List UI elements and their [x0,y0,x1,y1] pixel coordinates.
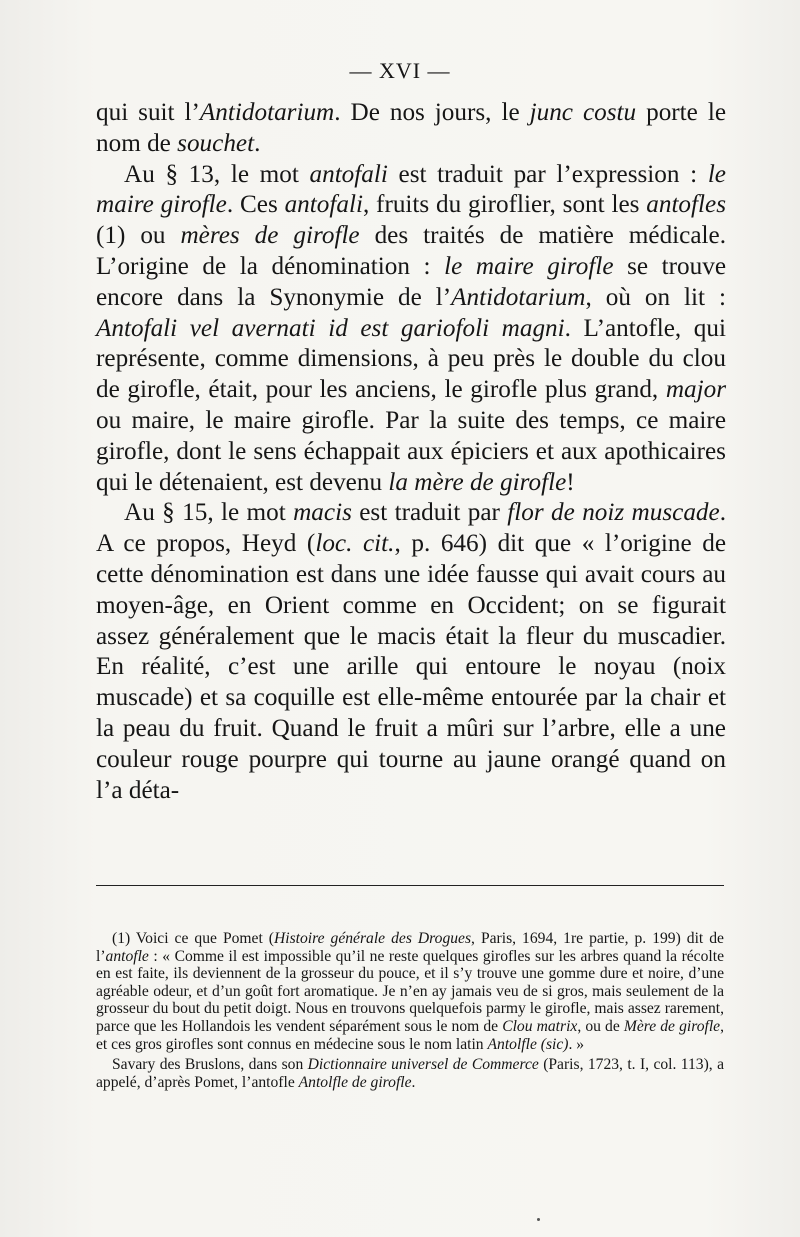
text-run: . L’antofle, qui représente, comme dimensions, à peu près le double du clou de girofle, était, pour les anciens, le girofle plus grand, [96,314,726,404]
italic-text-run: la mère de girofle [388,468,567,496]
text-run: . A ce propos, Heyd ( [96,499,726,558]
italic-text-run: antofles [646,191,727,219]
text-run: . [411,1073,416,1091]
text-run: porte le nom de [96,99,726,157]
italic-text-run: Antidotarium [199,99,335,126]
print-speck [537,1218,540,1221]
italic-text-run: loc. cit. [315,530,395,558]
italic-text-run: Antofali vel avernati id est gariofoli magni [96,314,565,342]
text-run: (Paris, 1723, t. I, col. 113), a appelé, d’après Pomet, l’antofle [96,1056,724,1091]
paragraph [96,160,726,499]
italic-text-run: Antidotarium [451,283,586,311]
text-run: , ou de [577,1017,624,1035]
italic-text-run: antofle [105,947,149,965]
text-run: . De nos jours, le [334,99,530,126]
italic-text-run: Histoire générale des Drogues [274,930,472,947]
italic-text-run: le maire girofle [96,160,726,219]
text-run: . » [568,1035,585,1053]
text-run: , et ces gros girofles sont connus en médecine sous le nom latin [96,1017,724,1053]
text-run: ! [566,468,575,496]
italic-text-run: flor de noiz muscade [507,499,720,527]
paragraph [96,98,726,160]
text-run: (1) ou [96,222,181,250]
text-run: , Paris, 1694, 1re partie, p. 199) dit de l’ [96,930,724,965]
italic-text-run: Dictionnaire universel de Commerce [307,1056,539,1074]
italic-text-run: antofali [309,160,388,188]
text-run: est traduit par [351,499,508,527]
text-run: Savary des Bruslons, dans son [112,1056,308,1074]
text-run: , p. 646) dit que « l’origine de cette dénomination est dans une idée fausse qui avait cours au moyen-âge, en Orient comme en Occident; on se figurait assez généralement que le macis était la fleur du muscadier. En réalité, c’est une arille qui entoure le noyau (noix muscade) et sa coquille est elle-même entourée par la chair et la peau du fruit. Quand le fruit a mûri sur l’arbre, elle a une couleur rouge pourpre qui tourne au jaune orangé quand on l’a déta- [96,530,726,804]
italic-text-run: Clou matrix [502,1017,578,1035]
text-run: des traités de matière médicale. L’origine de la dénomination : [96,222,727,280]
text-run: , fruits du giroflier, sont les [362,191,647,219]
italic-text-run: antofali [284,191,363,219]
text-run: Au § 13, le mot [124,160,310,188]
text-run: est traduit par l’expression : [387,160,708,188]
paragraph [96,498,726,806]
italic-text-run: Antolfle (sic) [487,1035,569,1053]
italic-text-run: junc costu [529,99,637,126]
text-run: : « Comme il est impossible qu’il ne reste quelques girofles sur les arbres quand la récolte en est faite, ils deviennent de la grosseur du pouce, et il s’y trouve une gomme dure et noire, d’une agréable odeur, et d’un goût fort aromatique. Je n’en ay jamais veu de si gros, mais seulement de la grosseur du bout du petit doigt. Nous en trouvons quelquefois parmy le girofle, mais assez rarement, parce que les Hollandois les vendent séparément sous le nom de [96,947,724,1035]
footnotes [96,930,724,1091]
text-run: (1) Voici ce que Pomet ( [112,930,274,947]
text-run: ou maire, le maire girofle. Par la suite des temps, ce maire girofle, dont le sens échappait aux épiciers et aux apothicaires qui le détenaient, est devenu [96,406,726,496]
text-run: , où on lit : [585,283,726,311]
italic-text-run: souchet [177,129,255,157]
text-run: . Ces [226,191,285,219]
italic-text-run: macis [293,499,352,527]
italic-text-run: le maire girofle [444,252,614,280]
footnote [96,1056,724,1091]
text-run: qui suit l’ [96,99,200,126]
main-text [96,98,726,806]
page-number-header: — XVI — [349,58,451,83]
italic-text-run: major [665,376,726,404]
footnote [96,930,724,1053]
italic-text-run: mères de girofle [180,222,360,250]
text-run: se trouve encore dans la Synonymie de l’ [96,252,727,311]
italic-text-run: Mère de girofle [623,1017,721,1035]
text-run: Au § 15, le mot [124,499,294,527]
text-run: . [254,129,261,157]
footnote-separator [96,885,724,886]
italic-text-run: Antolfle de girofle [298,1073,412,1091]
